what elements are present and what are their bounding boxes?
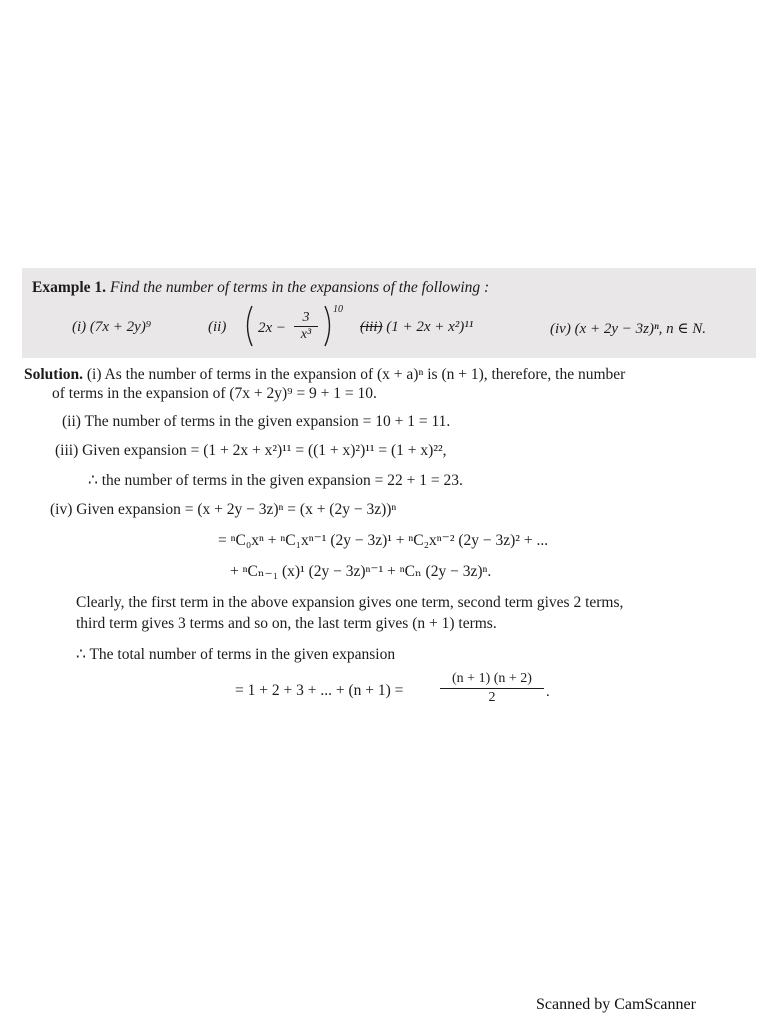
final-numerator: (n + 1) (n + 2) bbox=[440, 670, 544, 689]
item-ii-lead: 2x − bbox=[258, 320, 287, 336]
solution-line-1 bbox=[24, 366, 625, 384]
example-item-iii bbox=[360, 319, 473, 336]
item-ii-denominator: x³ bbox=[300, 327, 312, 342]
solution-line-8: + ⁿCₙ₋₁ (x)¹ (2y − 3z)ⁿ⁻¹ + ⁿCₙ (2y − 3z)ⁿ. bbox=[230, 563, 492, 580]
solution-line-9: Clearly, the first term in the above expansion gives one term, second term gives 2 terms, bbox=[76, 594, 624, 611]
example-prompt: Find the number of terms in the expansions of the following : bbox=[109, 279, 490, 296]
solution-text-1: (i) As the number of terms in the expansion of (x + a)ⁿ is (n + 1), therefore, the number bbox=[83, 366, 626, 383]
solution-line-11: ∴ The total number of terms in the given expansion bbox=[76, 646, 396, 663]
example-box bbox=[22, 268, 756, 358]
item-ii-exponent: 10 bbox=[333, 304, 343, 315]
solution-line-7: = ⁿC₀xⁿ + ⁿC₁xⁿ⁻¹ (2y − 3z)¹ + ⁿC₂xⁿ⁻² (2y − 3z)² + ... bbox=[218, 532, 549, 549]
final-period: . bbox=[546, 684, 550, 700]
item-ii-fraction bbox=[294, 310, 318, 343]
example-item-iv: (iv) (x + 2y − 3z)ⁿ, n ∈ N. bbox=[550, 321, 707, 337]
final-fraction bbox=[440, 670, 544, 707]
example-item-ii-label: (ii) bbox=[208, 319, 227, 335]
solution-line-12: = 1 + 2 + 3 + ... + (n + 1) = bbox=[235, 682, 404, 699]
item-iii-label: (iii) bbox=[360, 319, 383, 335]
example-item-i: (i) (7x + 2y)⁹ bbox=[72, 319, 152, 335]
item-ii-numerator: 3 bbox=[294, 310, 318, 327]
final-denominator: 2 bbox=[488, 690, 496, 705]
item-iii-expression: (1 + 2x + x²)¹¹ bbox=[382, 319, 474, 335]
example-heading bbox=[32, 279, 489, 297]
example-item-ii-expression bbox=[242, 302, 352, 350]
solution-line-4: (iii) Given expansion = (1 + 2x + x²)¹¹ = ((1 + x)²)¹¹ = (1 + x)²², bbox=[55, 442, 447, 459]
example-label: Example 1. bbox=[32, 279, 107, 296]
solution-line-5: ∴ the number of terms in the given expansion = 22 + 1 = 23. bbox=[88, 472, 463, 489]
solution-line-6: (iv) Given expansion = (x + 2y − 3z)ⁿ = (x + (2y − 3z))ⁿ bbox=[50, 501, 397, 518]
scanner-watermark: Scanned by CamScanner bbox=[536, 996, 696, 1013]
solution-line-2: of terms in the expansion of (7x + 2y)⁹ = 9 + 1 = 10. bbox=[52, 385, 377, 402]
solution-label: Solution. bbox=[24, 366, 84, 383]
solution-line-10: third term gives 3 terms and so on, the last term gives (n + 1) terms. bbox=[76, 615, 497, 632]
solution-line-3: (ii) The number of terms in the given expansion = 10 + 1 = 11. bbox=[62, 413, 451, 430]
